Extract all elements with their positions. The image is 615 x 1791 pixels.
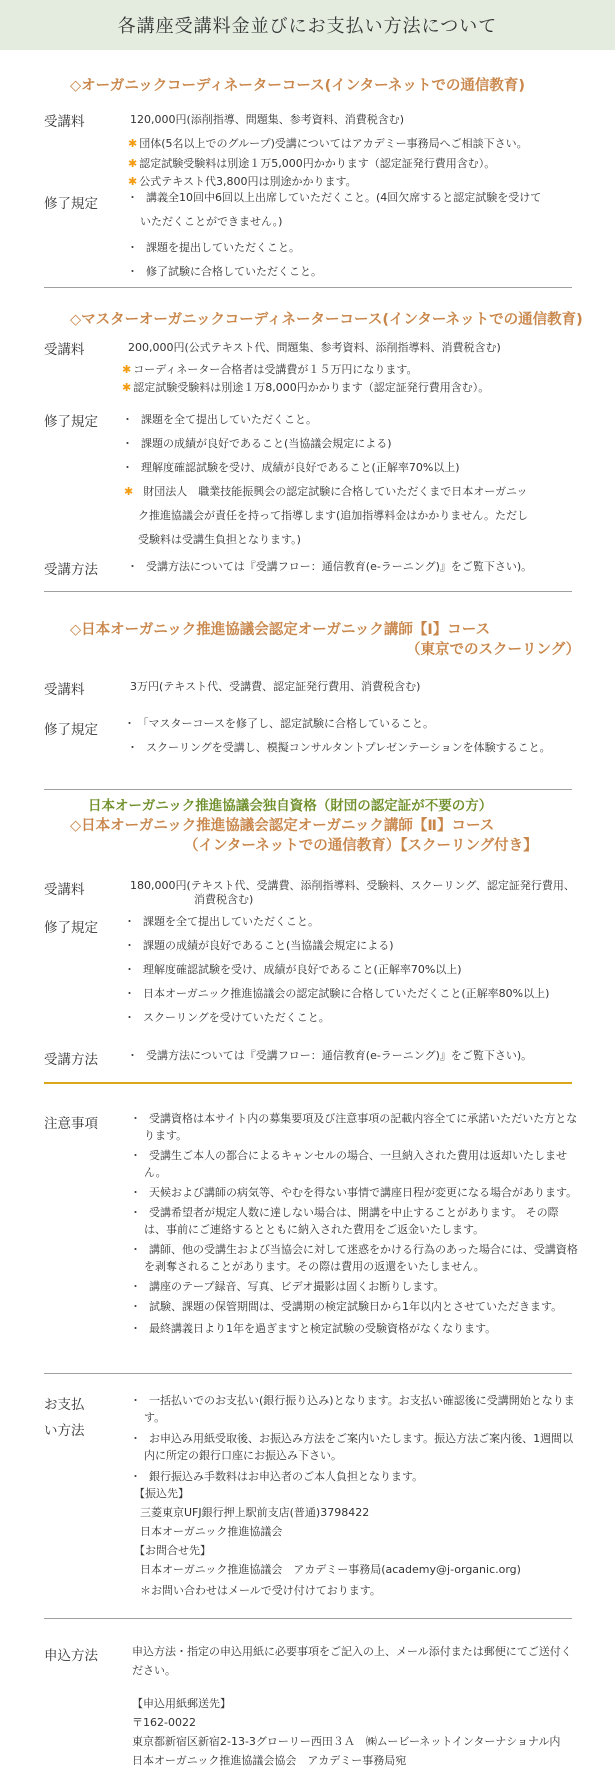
divider: [44, 789, 572, 790]
notice-label: 注意事項: [44, 1116, 98, 1132]
page-title: 各講座受講料金並びにお支払い方法について: [117, 16, 498, 37]
payment-item: ・ 一括払いでのお支払い(銀行振り込み)となります。お支払い確認後に受講開始となります。: [130, 1394, 575, 1424]
divider: [44, 1373, 572, 1374]
postal-code: 〒162-0022: [132, 1716, 196, 1729]
course3-fee-label: 受講料: [44, 682, 85, 698]
course2-req: ・ 課題の成績が良好であること(当協議会規定による): [122, 437, 392, 450]
payment-item: ・ お申込み用紙受取後、お振込み方法をご案内いたします。振込方法ご案内後、1週間以内に所定の銀行口座にお振込み下さい。: [130, 1432, 574, 1462]
contact-note: ＊お問い合わせはメールで受け付けております。: [140, 1584, 381, 1597]
course3-req: ・ 「マスターコースを修了し、認定試験に合格していること。: [124, 717, 434, 730]
course3-title: ◇日本オーガニック推進協議会認定オーガニック講師【Ⅰ】コース: [70, 622, 491, 638]
payment-list: [130, 1392, 580, 1485]
notice-item: ・ 受講希望者が規定人数に達しない場合は、開講を中止することがあります。 その際は、事前にご連絡するとともに納入された費用をご返金いたします。: [130, 1206, 559, 1236]
bank-heading: 【振込先】: [134, 1487, 189, 1500]
apply-address-block: [132, 1694, 576, 1770]
course4-req: ・ スクーリングを受けていただくこと。: [124, 1011, 330, 1024]
course2-method: ・ 受講方法については『受講フロー：通信教育(e-ラーニング)』をご覧下さい)。: [127, 560, 533, 573]
course2-star-line-cont: 受験料は受講生負担となります。): [138, 533, 301, 546]
course4-fee: 180,000円(テキスト代、受講費、添削指導料、受験料、スクーリング、認定証発行費用、: [130, 879, 575, 892]
notice-item: ・ 講師、他の受講生および当協会に対して迷惑をかける行為のあった場合には、受講資格を剥奪されることがあります。その際は費用の返還をいたしません。: [130, 1243, 578, 1273]
course1-note: ✱ 認定試験受験料は別途１万5,000円かかります（認定証発行費用含む）。: [128, 157, 496, 170]
course4-fee-cont: 消費税含む): [194, 893, 254, 906]
course1-req: ・ 課題を提出していただくこと。: [127, 241, 300, 254]
asterisk-icon: ✱: [128, 175, 138, 188]
course2-method-label: 受講方法: [44, 562, 98, 578]
course4-title-sub: （インターネットでの通信教育）【スクーリング付き】: [184, 838, 538, 854]
course2-star-line-cont: ク推進協議会が責任を持って指導します(追加指導料金はかかりません。ただし: [138, 509, 528, 522]
notice-item: ・ 受講資格は本サイト内の募集要項及び注意事項の記載内容全てに承諾いただいた方となります。: [130, 1112, 578, 1142]
bank-holder: 日本オーガニック推進協議会: [140, 1525, 283, 1538]
course2-note: ✱ コーディネーター合格者は受講費が１５万円になります。: [122, 363, 418, 376]
course1-req-cont: いただくことができません。): [140, 215, 283, 228]
course1-note: ✱ 団体(5名以上でのグループ)受講についてはアカデミー事務局へご相談下さい。: [128, 137, 528, 150]
notice-item: ・ 受講生ご本人の都合によるキャンセルの場合、一旦納入された費用は返却いたしません。: [130, 1149, 567, 1179]
apply-text: 申込方法・指定の申込用紙に必要事項をご記入の上、メール添付または郵便にてご送付ください。: [132, 1645, 572, 1677]
course4-req-label: 修了規定: [44, 920, 98, 936]
asterisk-icon: ✱: [124, 485, 134, 498]
course4-req: ・ 日本オーガニック推進協議会の認定試験に合格していただくこと(正解率80%以上): [124, 987, 550, 1000]
course4-req: ・ 理解度確認試験を受け、成績が良好であること(正解率70%以上): [124, 963, 462, 976]
contact-heading: 【お問合せ先】: [134, 1544, 211, 1557]
payment-item: ・ 銀行振込み手数料はお申込者のご本人負担となります。: [130, 1470, 424, 1483]
asterisk-icon: ✱: [128, 157, 138, 170]
course2-req-label: 修了規定: [44, 414, 98, 430]
course3-req-label: 修了規定: [44, 722, 98, 738]
payment-label: お支払 い方法: [44, 1397, 85, 1439]
course4-req: ・ 課題の成績が良好であること(当協議会規定による): [124, 939, 394, 952]
course2-req: ・ 課題を全て提出していただくこと。: [122, 413, 317, 426]
divider: [44, 1618, 572, 1619]
course1-req: ・ 講義全10回中6回以上出席していただくこと。(4回欠席すると認定試験を受けて: [127, 191, 542, 204]
course4-title: ◇日本オーガニック推進協議会認定オーガニック講師【Ⅱ】コース: [70, 818, 495, 834]
notice-list: [130, 1110, 580, 1337]
course2-fee: 200,000円(公式テキスト代、問題集、参考資料、添削指導料、消費税含む): [128, 341, 501, 354]
course4-req: ・ 課題を全て提出していただくこと。: [124, 915, 319, 928]
course1-fee-label: 受講料: [44, 114, 85, 130]
notice-item: ・ 試験、課題の保管期間は、受講期の検定試験日から1年以内とさせていただきます。: [130, 1300, 563, 1313]
bank-name: 三菱東京UFJ銀行押上駅前支店(普通)3798422: [140, 1506, 370, 1519]
notice-item: ・ 最終講義日より1年を過ぎますと検定試験の受験資格がなくなります。: [130, 1322, 497, 1335]
asterisk-icon: ✱: [122, 381, 132, 394]
page-header: [0, 0, 615, 50]
asterisk-icon: ✱: [128, 137, 138, 150]
address: 東京都新宿区新宿2-13-3グローリー西田３Ａ ㈱ムービーネットインターナショナル内: [132, 1735, 561, 1748]
contact-info: 日本オーガニック推進協議会 アカデミー事務局(academy@j-organic.org): [140, 1563, 521, 1576]
asterisk-icon: ✱: [122, 363, 132, 376]
divider: [44, 591, 572, 592]
divider: [44, 287, 572, 288]
course1-fee: 120,000円(添削指導、問題集、参考資料、消費税含む): [130, 113, 405, 126]
apply-label: 申込方法: [44, 1648, 98, 1664]
course4-fee-label: 受講料: [44, 882, 85, 898]
notice-item: ・ 講座のテープ録音、写真、ビデオ撮影は固くお断りします。: [130, 1280, 445, 1293]
course4-subtitle: 日本オーガニック推進協議会独自資格（財団の認定証が不要の方）: [88, 798, 493, 814]
gold-divider: [44, 1082, 572, 1084]
department: 日本オーガニック推進協議会協会 アカデミー事務局宛: [132, 1754, 407, 1767]
course1-title: ◇オーガニックコーディネーターコース(インターネットでの通信教育): [70, 78, 526, 94]
course2-fee-label: 受講料: [44, 342, 85, 358]
notice-item: ・ 天候および講師の病気等、やむを得ない事情で講座日程が変更になる場合があります。: [130, 1186, 578, 1199]
course1-req: ・ 修了試験に合格していただくこと。: [127, 265, 322, 278]
course2-title: ◇マスターオーガニックコーディネーターコース(インターネットでの通信教育): [70, 312, 583, 328]
course2-star-line: ✱ 財団法人 職業技能振興会の認定試験に合格していただくまで日本オーガニッ: [124, 485, 528, 498]
course3-fee: 3万円(テキスト代、受講費、認定証発行費用、消費税含む): [130, 680, 421, 693]
payment-details: [134, 1484, 521, 1600]
course4-method: ・ 受講方法については『受講フロー：通信教育(e-ラーニング)』をご覧下さい)。: [127, 1049, 533, 1062]
course4-method-label: 受講方法: [44, 1052, 98, 1068]
course2-req: ・ 理解度確認試験を受け、成績が良好であること(正解率70%以上): [122, 461, 460, 474]
course1-req-label: 修了規定: [44, 196, 98, 212]
course1-note: ✱ 公式テキスト代3,800円は別途かかります。: [128, 175, 357, 188]
course2-note: ✱ 認定試験受験料は別途１万8,000円かかります（認定証発行費用含む）。: [122, 381, 490, 394]
course3-title-sub: （東京でのスクーリング）: [406, 642, 581, 658]
mail-heading: 【申込用紙郵送先】: [132, 1697, 231, 1710]
course3-req: ・ スクーリングを受講し、模擬コンサルタントプレゼンテーションを体験すること。: [127, 741, 551, 754]
